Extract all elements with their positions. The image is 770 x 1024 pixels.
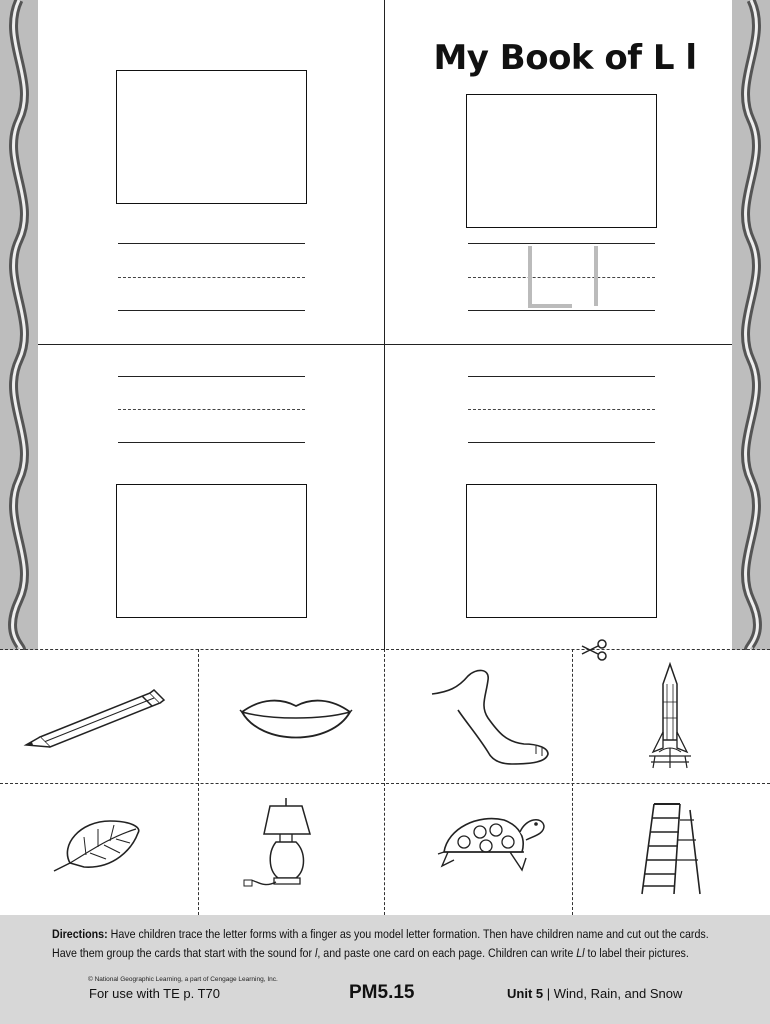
card-lips[interactable] [236, 690, 356, 750]
directions-line1: Have children trace the letter forms with a finger as you model letter formation. Then have children name and cut out the cards. [110, 927, 709, 941]
unit-info [507, 986, 682, 1001]
book-title: My Book of L l [433, 38, 697, 78]
write-line-base-cover [468, 310, 655, 311]
card-ladder[interactable] [636, 800, 706, 898]
write-line-base-4 [468, 442, 655, 443]
cut-line-v1 [198, 649, 199, 915]
center-fold-line [384, 0, 385, 650]
directions-text [52, 925, 740, 963]
card-leaf[interactable] [50, 815, 145, 880]
cut-line-middle [0, 783, 770, 784]
cut-line-top [0, 649, 770, 650]
directions-line2b: , and paste one card on each page. Children can write [317, 946, 577, 960]
picture-box-3 [116, 484, 307, 618]
cut-line-v3 [572, 649, 573, 915]
card-leg[interactable] [428, 666, 553, 771]
unit-separator: | [543, 986, 554, 1001]
card-pencil[interactable] [20, 685, 170, 755]
write-line-base-1 [118, 310, 305, 311]
directions-sound: l [314, 946, 318, 960]
unit-label: Unit 5 [507, 986, 544, 1001]
directions-write: Ll [576, 946, 585, 960]
cut-line-v2 [384, 649, 385, 915]
picture-box-cover [466, 94, 657, 228]
page-code: PM5.15 [349, 982, 415, 1003]
directions-line2c: to label their pictures. [584, 946, 689, 960]
picture-box-4 [466, 484, 657, 618]
write-line-top-4 [468, 376, 655, 377]
right-wave-border [732, 0, 770, 650]
use-with-te: For use with TE p. T70 [89, 986, 221, 1001]
trace-letters-Ll [526, 244, 606, 308]
card-rocket[interactable] [645, 662, 695, 772]
write-line-base-3 [118, 442, 305, 443]
directions-label: Directions: [52, 927, 108, 941]
copyright: © National Geographic Learning, a part of Cengage Learning, Inc. [88, 976, 278, 983]
write-line-top-3 [118, 376, 305, 377]
unit-title: Wind, Rain, and Snow [553, 986, 683, 1001]
write-line-mid-4 [468, 409, 655, 410]
directions-line2a: Have them group the cards that start with the sound for [52, 946, 315, 960]
write-line-mid-3 [118, 409, 305, 410]
middle-fold-line [38, 344, 732, 345]
write-line-mid-1 [118, 277, 305, 278]
write-line-top-1 [118, 243, 305, 244]
scissors-icon [580, 638, 608, 662]
card-turtle[interactable] [434, 810, 549, 882]
left-wave-border [0, 0, 38, 650]
picture-box-1 [116, 70, 307, 204]
card-lamp[interactable] [240, 796, 320, 896]
